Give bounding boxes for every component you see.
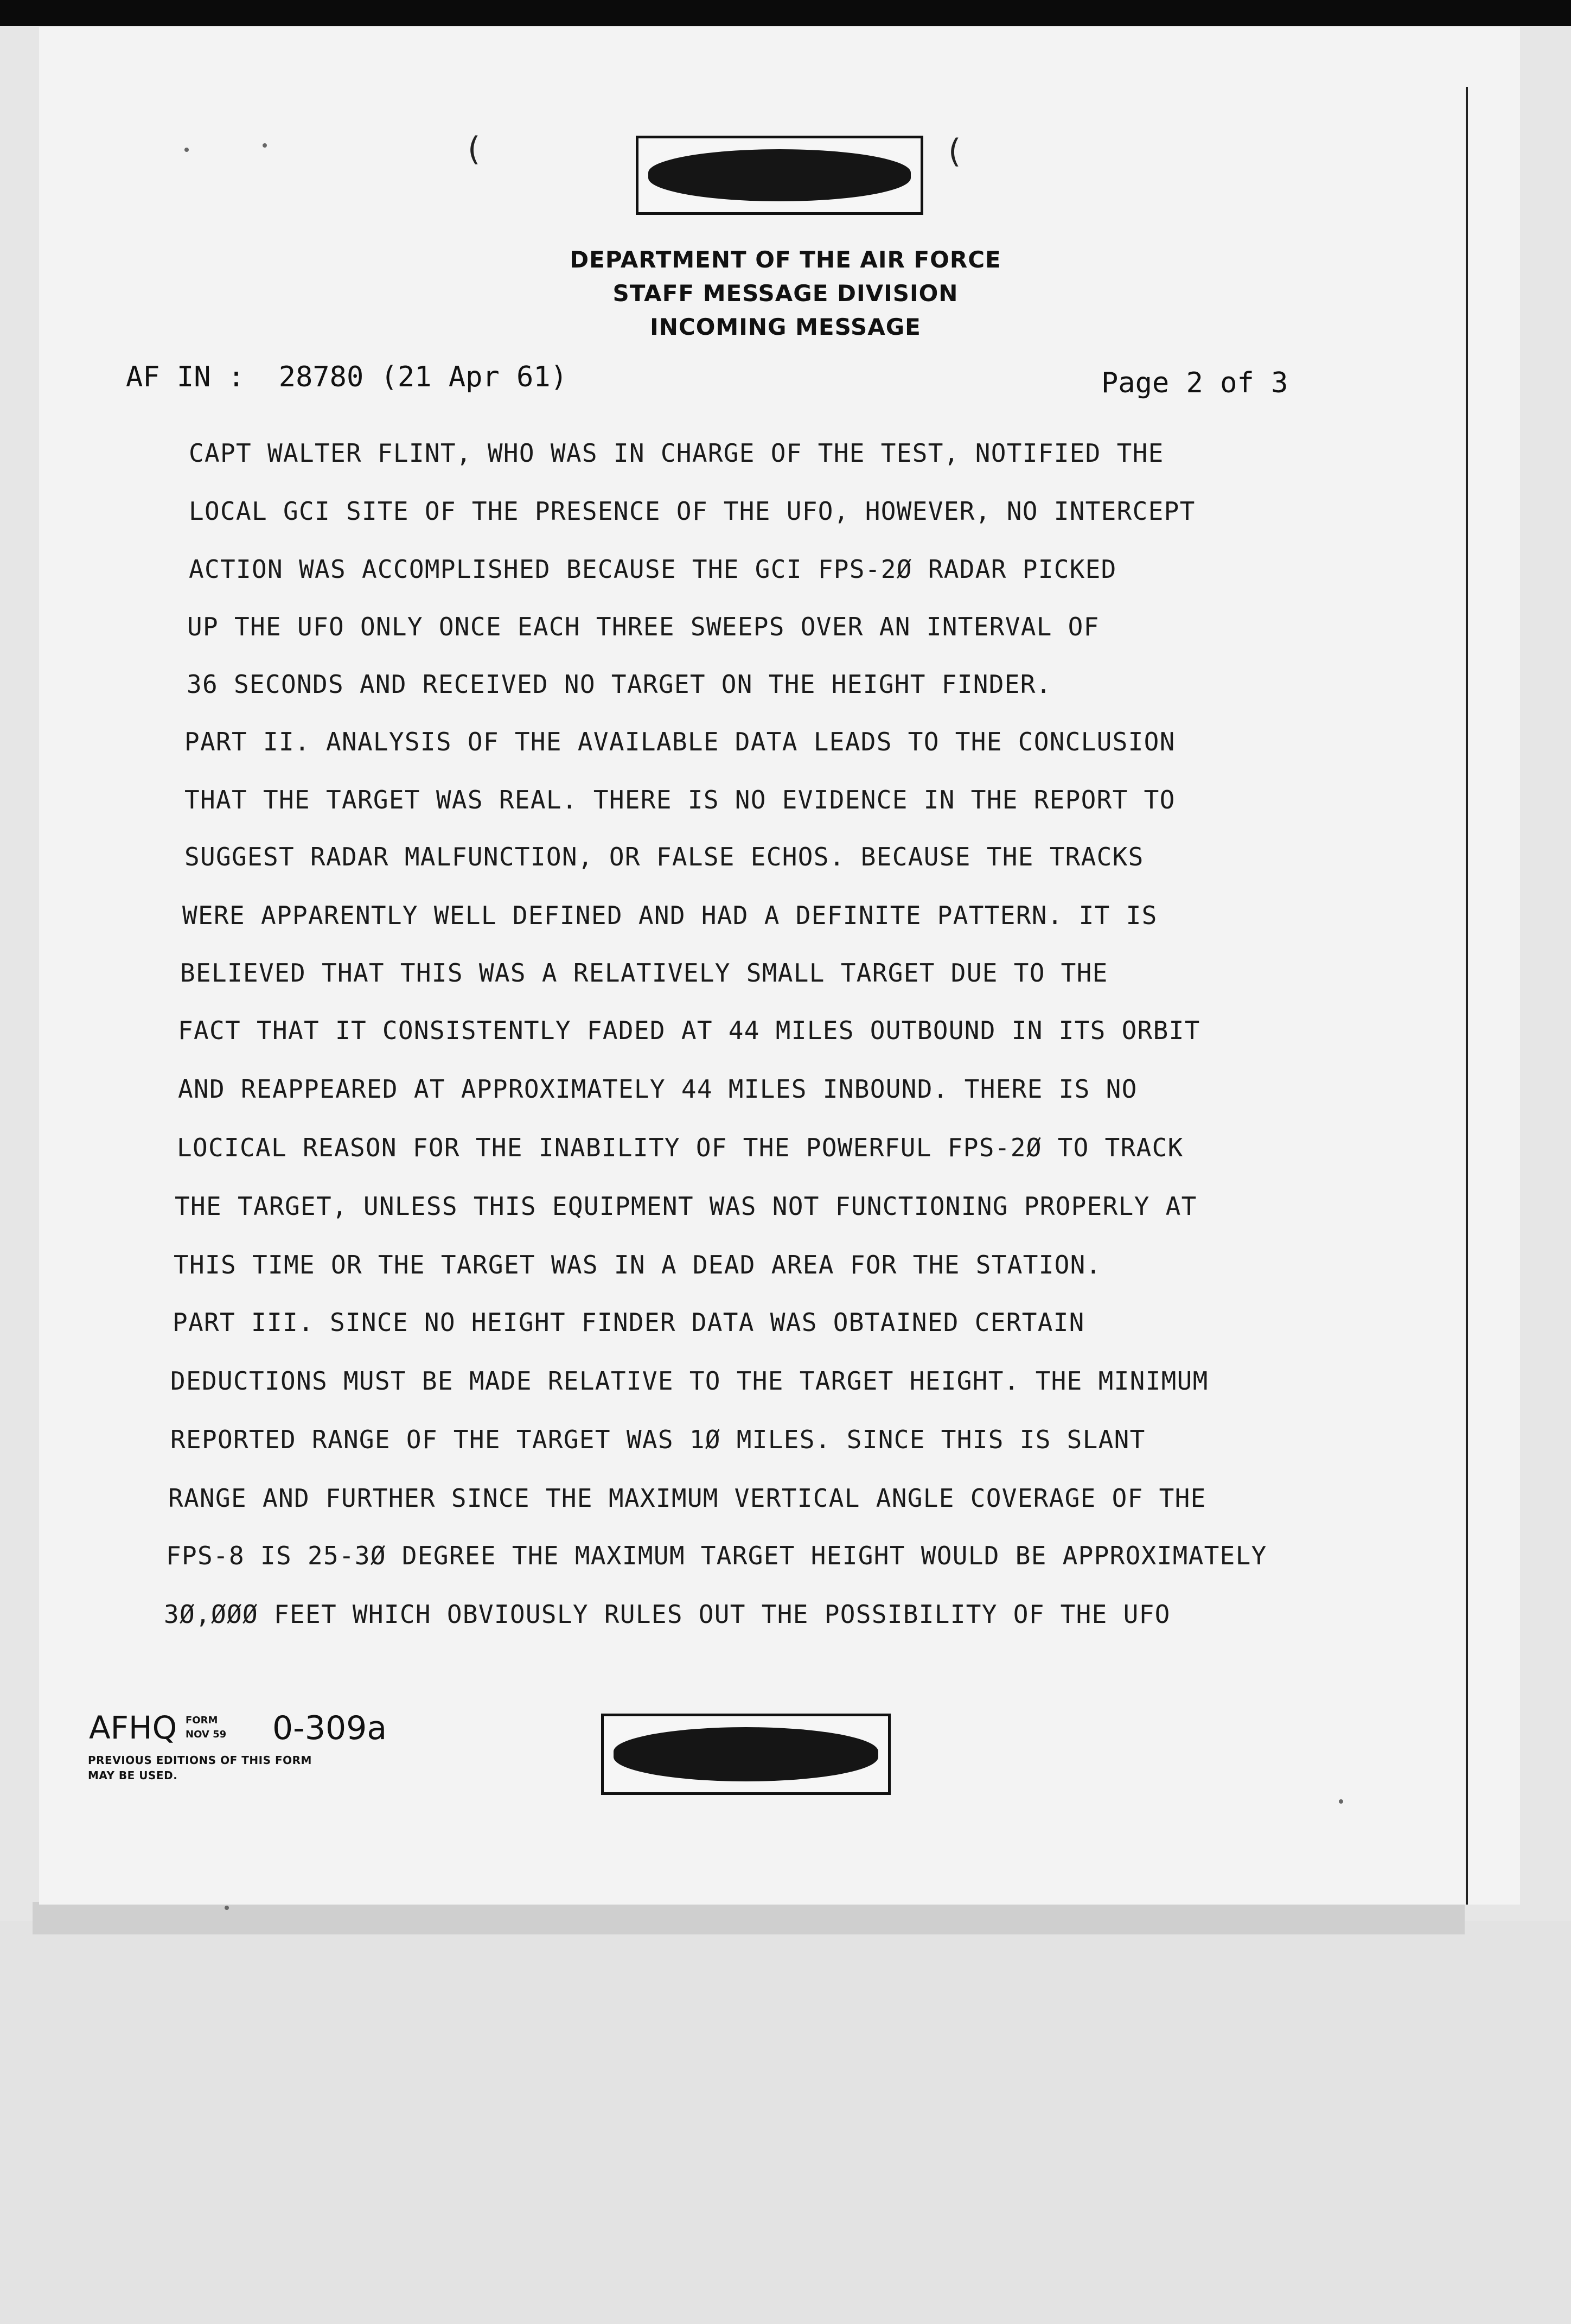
body-line: LOCAL GCI SITE OF THE PRESENCE OF THE UFO, HOWEVER, NO INTERCEPT [189,496,1196,526]
body-line: UP THE UFO ONLY ONCE EACH THREE SWEEPS OVER AN INTERVAL OF [187,612,1100,641]
form-number: 0-309a [272,1709,387,1747]
header-message-type: INCOMING MESSAGE [650,314,921,340]
body-line: THIS TIME OR THE TARGET WAS IN A DEAD AREA FOR THE STATION. [174,1250,1102,1279]
message-reference: AF IN : 28780 (21 Apr 61) [126,361,567,393]
redacted-classification-stamp-bottom [601,1714,891,1795]
body-line: ACTION WAS ACCOMPLISHED BECAUSE THE GCI FPS-2Ø RADAR PICKED [189,555,1117,584]
scan-mark: ( [468,130,481,168]
body-line: PART II. ANALYSIS OF THE AVAILABLE DATA LEADS TO THE CONCLUSION [184,727,1176,756]
form-date: NOV 59 [186,1729,227,1740]
header-department: DEPARTMENT OF THE AIR FORCE [570,246,1001,273]
scan-speck [1339,1799,1343,1804]
scan-speck [263,143,267,148]
body-line: BELIEVED THAT THIS WAS A RELATIVELY SMALL TARGET DUE TO THE [180,958,1108,988]
scan-speck [225,1906,229,1910]
form-label: FORM [186,1715,218,1726]
body-line: AND REAPPEARED AT APPROXIMATELY 44 MILES INBOUND. THERE IS NO [178,1074,1138,1104]
scan-shadow-band [33,1902,1465,1934]
body-line: FACT THAT IT CONSISTENTLY FADED AT 44 MILES OUTBOUND IN ITS ORBIT [178,1016,1200,1045]
body-line: 36 SECONDS AND RECEIVED NO TARGET ON THE HEIGHT FINDER. [187,670,1052,699]
body-line: DEDUCTIONS MUST BE MADE RELATIVE TO THE TARGET HEIGHT. THE MINIMUM [170,1366,1209,1396]
form-note-line-1: PREVIOUS EDITIONS OF THIS FORM [88,1754,312,1767]
form-note-line-2: MAY BE USED. [88,1769,178,1782]
body-line: FPS-8 IS 25-3Ø DEGREE THE MAXIMUM TARGET HEIGHT WOULD BE APPROXIMATELY [166,1541,1267,1570]
body-line: REPORTED RANGE OF THE TARGET WAS 1Ø MILES. SINCE THIS IS SLANT [170,1425,1146,1454]
body-line: SUGGEST RADAR MALFUNCTION, OR FALSE ECHOS. BECAUSE THE TRACKS [184,842,1144,871]
body-line: THAT THE TARGET WAS REAL. THERE IS NO EVIDENCE IN THE REPORT TO [184,785,1176,814]
body-line: THE TARGET, UNLESS THIS EQUIPMENT WAS NOT FUNCTIONING PROPERLY AT [175,1192,1197,1221]
body-line: WERE APPARENTLY WELL DEFINED AND HAD A DEFINITE PATTERN. IT IS [182,901,1158,930]
body-line: PART III. SINCE NO HEIGHT FINDER DATA WAS OBTAINED CERTAIN [173,1308,1085,1337]
body-line: CAPT WALTER FLINT, WHO WAS IN CHARGE OF THE TEST, NOTIFIED THE [189,438,1164,468]
body-line: 3Ø,ØØØ FEET WHICH OBVIOUSLY RULES OUT THE POSSIBILITY OF THE UFO [164,1600,1171,1629]
header-division: STAFF MESSAGE DIVISION [612,280,959,307]
page-number: Page 2 of 3 [1101,367,1288,399]
form-agency: AFHQ [89,1709,177,1746]
redaction-blot [614,1727,878,1781]
scan-lower-background [0,1921,1571,2324]
body-line: LOCICAL REASON FOR THE INABILITY OF THE POWERFUL FPS-2Ø TO TRACK [177,1133,1184,1162]
scan-mark: ( [948,132,961,170]
body-line: RANGE AND FURTHER SINCE THE MAXIMUM VERTICAL ANGLE COVERAGE OF THE [168,1483,1206,1513]
scan-speck [184,148,189,152]
